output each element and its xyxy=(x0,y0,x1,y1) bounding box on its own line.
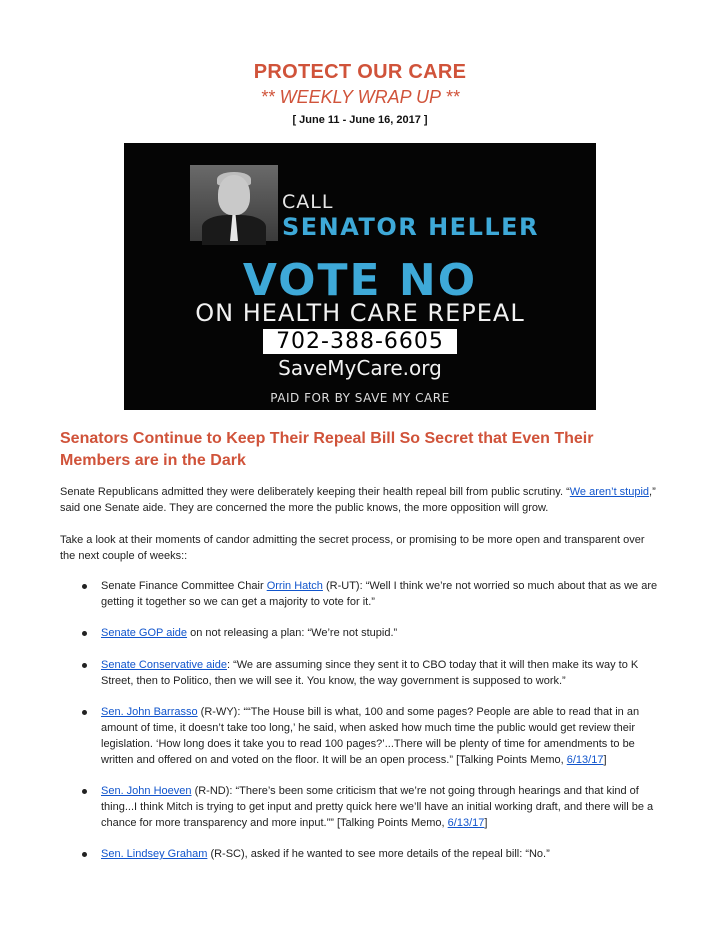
ad-banner-image xyxy=(124,143,596,410)
senator-photo xyxy=(190,165,278,241)
intro-paragraph: Senate Republicans admitted they were deliberately keeping their health repeal bill from public scrutiny. “We aren’t stupid,” said one Senate aide. They are concerned the more the public knows, the more opposition will grow. xyxy=(60,486,656,514)
document-subtitle: ** WEEKLY WRAP UP ** xyxy=(260,87,460,107)
quotes-list xyxy=(60,578,660,862)
john-barrasso-link[interactable]: Sen. John Barrasso xyxy=(101,706,198,718)
list-item: Sen. John Barrasso (R-WY): ““The House bill is what, 100 and some pages? People are able to read that in an amount of time, it doesn’t take too long,’ he said, when asked how much time the public would get review their legislation. ‘How long does it take you to read 100 pages?’...There will be plenty of time for amendments to be written and offered on and voted on the floor. It will be an open process.” [Talking Points Memo, 6/13/17] xyxy=(60,704,660,768)
banner-paid-for: PAID FOR BY SAVE MY CARE xyxy=(270,391,450,405)
lindsey-graham-link[interactable]: Sen. Lindsey Graham xyxy=(101,848,208,860)
banner-phone-number: 702-388-6605 xyxy=(263,329,457,354)
senate-gop-aide-link[interactable]: Senate GOP aide xyxy=(101,627,188,639)
section-heading: Senators Continue to Keep Their Repeal Bill So Secret that Even Their Members are in the Dark xyxy=(60,430,594,469)
list-item: Senate Finance Committee Chair Orrin Hatch (R-UT): “Well I think we’re not worried so much about that as we are getting it together so we can get a majority to vote for it.” xyxy=(60,578,660,610)
candor-paragraph: Take a look at their moments of candor admitting the secret process, or promising to be more open and transparent over the next couple of weeks:: xyxy=(60,534,645,562)
banner-call-text: CALL xyxy=(282,191,334,213)
document-header xyxy=(0,60,720,126)
senate-conservative-aide-link[interactable]: Senate Conservative aide xyxy=(101,659,227,671)
list-item: Sen. Lindsey Graham (R-SC), asked if he wanted to see more details of the repeal bill: “No.” xyxy=(60,846,660,862)
orrin-hatch-link[interactable]: Orrin Hatch xyxy=(266,580,323,592)
list-item: Senate GOP aide on not releasing a plan: “We’re not stupid.” xyxy=(60,625,660,641)
banner-vote-no: VOTE NO xyxy=(242,255,478,306)
date-range: [ June 11 - June 16, 2017 ] xyxy=(292,114,428,126)
barrasso-source-date-link[interactable]: 6/13/17 xyxy=(566,754,604,766)
list-item: Sen. John Hoeven (R-ND): “There’s been some criticism that we’re not going through hearings and that kind of thing...I think Mitch is trying to get input and pretty quick here we’ll have an initial working draft, and there will be a chance for more transparency and more input.”” [Talking Points Memo, 6/13/17] xyxy=(60,783,660,831)
banner-repeal-text: ON HEALTH CARE REPEAL xyxy=(195,299,525,327)
banner-senator-name: SENATOR HELLER xyxy=(282,213,540,241)
banner-website: SaveMyCare.org xyxy=(278,356,442,380)
hoeven-source-date-link[interactable]: 6/13/17 xyxy=(447,817,485,829)
we-arent-stupid-link[interactable]: We aren’t stupid xyxy=(569,486,650,498)
john-hoeven-link[interactable]: Sen. John Hoeven xyxy=(101,785,192,797)
document-title: PROTECT OUR CARE xyxy=(253,61,467,83)
list-item: Senate Conservative aide: “We are assuming since they sent it to CBO today that it will then make its way to K Street, then to Politico, then we will see it. You know, the way government is supposed to work.” xyxy=(60,657,660,689)
